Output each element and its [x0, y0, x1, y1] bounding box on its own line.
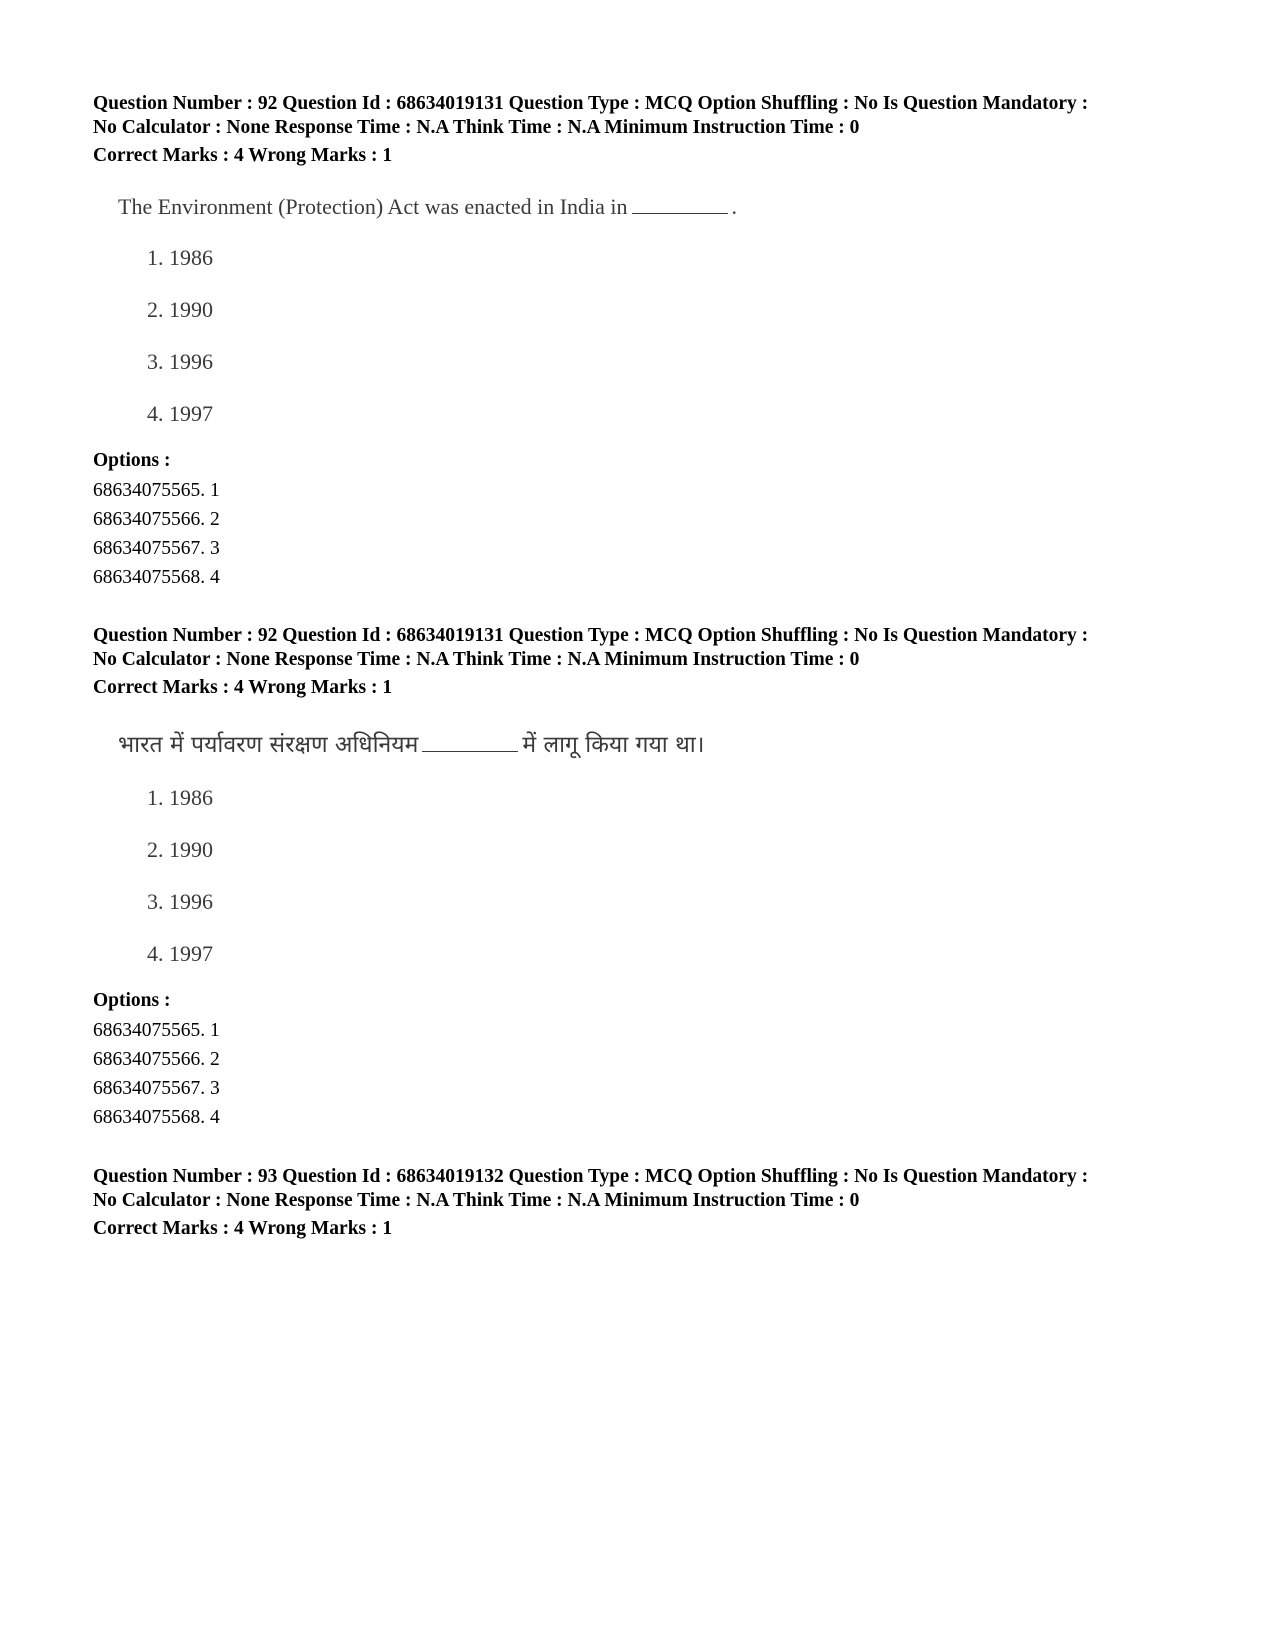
option-row: 68634075565. 1 [93, 1020, 220, 1041]
question-meta [93, 92, 1213, 140]
question-meta [93, 1165, 1213, 1213]
option-row: 68634075568. 4 [93, 567, 220, 588]
question-text [118, 727, 704, 759]
answer-choice-3: 3. 1996 [147, 349, 213, 374]
option-row: 68634075567. 3 [93, 538, 220, 559]
question-meta-line-1: Question Number : 92 Question Id : 68634019131 Question Type : MCQ Option Shuffling : No Is Question Mandatory : [93, 93, 1089, 114]
option-row: 68634075565. 1 [93, 480, 220, 501]
question-meta-line-2: No Calculator : None Response Time : N.A Think Time : N.A Minimum Instruction Time : 0 [93, 1190, 860, 1211]
question-marks: Correct Marks : 4 Wrong Marks : 1 [93, 677, 393, 698]
question-meta-line-2: No Calculator : None Response Time : N.A Think Time : N.A Minimum Instruction Time : 0 [93, 649, 860, 670]
answer-choice-1: 1. 1986 [147, 785, 213, 810]
question-text-before: भारत में पर्यावरण संरक्षण अधिनियम [118, 732, 419, 758]
question-header-2 [93, 624, 1213, 700]
options-list [93, 476, 220, 592]
question-header-3 [93, 1165, 1213, 1241]
option-row: 68634075567. 3 [93, 1078, 220, 1099]
answer-choice-4: 4. 1997 [147, 401, 213, 426]
question-marks: Correct Marks : 4 Wrong Marks : 1 [93, 145, 393, 166]
answer-choice-2: 2. 1990 [147, 297, 213, 322]
option-row: 68634075566. 2 [93, 1049, 220, 1070]
options-label: Options : [93, 990, 171, 1011]
answer-choice-2: 2. 1990 [147, 837, 213, 862]
question-meta-line-1: Question Number : 93 Question Id : 68634019132 Question Type : MCQ Option Shuffling : No Is Question Mandatory : [93, 1166, 1089, 1187]
question-meta [93, 624, 1213, 672]
question-text [118, 194, 737, 220]
question-meta-line-2: No Calculator : None Response Time : N.A Think Time : N.A Minimum Instruction Time : 0 [93, 117, 860, 138]
question-header-1 [93, 92, 1213, 168]
answer-choice-1: 1. 1986 [147, 245, 213, 270]
options-label: Options : [93, 450, 171, 471]
question-text-before: The Environment (Protection) Act was enacted in India in [118, 194, 628, 219]
options-list [93, 1016, 220, 1132]
question-text-after: . [731, 194, 738, 219]
fill-blank [632, 195, 728, 214]
question-text-after: में लागू किया गया था। [522, 732, 705, 758]
answer-choice-4: 4. 1997 [147, 941, 213, 966]
question-marks: Correct Marks : 4 Wrong Marks : 1 [93, 1218, 393, 1239]
answer-choice-3: 3. 1996 [147, 889, 213, 914]
option-row: 68634075566. 2 [93, 509, 220, 530]
question-meta-line-1: Question Number : 92 Question Id : 68634019131 Question Type : MCQ Option Shuffling : No Is Question Mandatory : [93, 625, 1089, 646]
option-row: 68634075568. 4 [93, 1107, 220, 1128]
fill-blank [422, 733, 518, 752]
